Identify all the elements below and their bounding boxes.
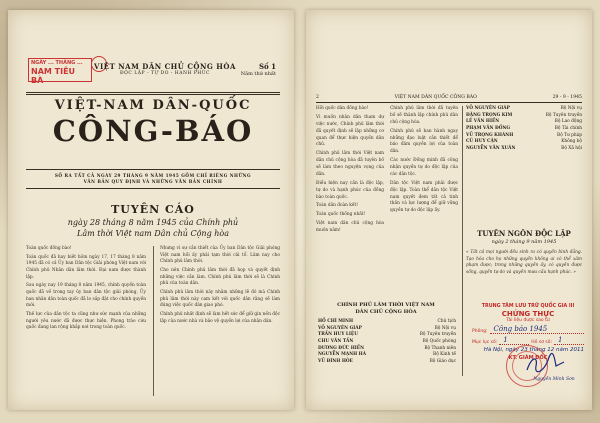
minister-name: CÙ HUY CẬN	[466, 139, 498, 145]
right-page	[306, 10, 592, 410]
list-item	[318, 352, 456, 359]
paragraph: Chính phủ sẽ ban hành ngay những đạo luật cần thiết để bảo đảm quyền lợi của toàn dân.	[390, 128, 458, 155]
catalog-field	[472, 336, 584, 345]
receipt-stamp	[28, 58, 92, 85]
declaration-title: TUYÊN CÁO	[111, 203, 195, 216]
member-role: Bộ Giáo dục	[429, 358, 456, 364]
page-number: 2	[316, 95, 319, 100]
member-role: Bộ Thanh niên	[424, 345, 456, 351]
paragraph: Toàn dân đoàn kết!	[316, 203, 358, 209]
member-name: HỒ CHÍ MINH	[318, 319, 354, 324]
government-title-line1: CHÍNH PHỦ LÂM THỜI VIỆT NAM	[337, 302, 435, 308]
file-value: 1	[554, 336, 584, 345]
minister-name: VÕ NGUYÊN GIÁP	[466, 106, 510, 111]
publication-title-line2: CÔNG-BÁO	[52, 114, 254, 148]
independence-date: ngày 2 tháng 9 năm 1945	[491, 239, 557, 245]
page-header	[316, 95, 582, 103]
minister-name: VŨ TRỌNG KHÁNH	[466, 132, 514, 138]
declaration-column-1	[26, 246, 146, 334]
list-item	[466, 139, 582, 146]
paragraph: Điều hiện nay cần là độc lập, tự do và hạnh phúc của đồng bào toàn quốc.	[316, 180, 384, 200]
paragraph: Các nước Đồng minh đã công nhận quyền tự do độc lập của các dân tộc.	[390, 158, 458, 177]
publication-subtitle	[26, 173, 280, 185]
declaration-government: Lâm thời Việt nam Dân chủ Cộng hòa	[77, 229, 229, 238]
minister-name: ĐẶNG TRỌNG KIM	[466, 112, 513, 118]
list-item	[466, 146, 582, 153]
running-title: VIỆT NAM DÂN QUỐC CÔNG BÁO	[394, 95, 477, 100]
list-item	[466, 126, 582, 133]
member-role: Bộ Quốc phòng	[422, 338, 456, 344]
address-column-1	[316, 106, 384, 237]
masthead-divider	[26, 94, 280, 95]
paragraph: Vì muốn nhân dân tham dự việc nước, Chính phủ lâm thời đã quyết định sẽ lập những cơ quan để thực hiện quyền dân chủ.	[316, 114, 384, 148]
list-item	[466, 119, 582, 126]
minister-name: PHẠM VĂN ĐỒNG	[466, 125, 511, 131]
minister-role: Không bộ	[561, 139, 582, 145]
minister-name: NGUYỄN VĂN XUÂN	[466, 145, 516, 151]
list-item	[318, 339, 456, 346]
paragraph: Cho nên Chính phủ lâm thời đã họp và quyết định những việc cần làm. Chính phủ lâm thời sẽ là Chính phủ của toàn dân.	[160, 267, 280, 287]
paragraph: Nhưng vì sự cần thiết của Ủy ban Dân tộc Giải phóng Việt nam hồi ấy phải tạm thời cải tổ. Lâm nay cho Chính phủ lâm thời.	[160, 246, 280, 265]
paragraph: Sau ngày nay 19 tháng 8 năm 1945, chính quyền toàn quốc đã về trong tay ủy ban dân tộc giải phóng, Ủy ban nhân dân toàn quốc đã lo sắp đặt cho chính quyền mới.	[26, 283, 146, 309]
issue-year: Năm thứ nhất	[240, 71, 276, 77]
source-label: Phông:	[472, 329, 488, 334]
declaration-column-2	[160, 246, 280, 327]
list-item	[318, 332, 456, 339]
paragraph: Toàn quốc đã hay biết hôm ngày 17, 17 tháng 8 năm 1945 đã có cả Ủy ban Dân tộc Giải phóng Việt nam với Chính phủ Nhân dân lâm thời. Đại nam được thành lập.	[26, 254, 146, 280]
header-date: 29 - 9 - 1945	[552, 95, 582, 100]
signature-icon	[524, 352, 568, 376]
country-name: VIỆT NAM DÂN CHỦ CỘNG HÒA	[94, 62, 236, 71]
member-name: VÕ NGUYÊN GIÁP	[318, 325, 362, 331]
source-field	[472, 325, 584, 334]
signer-name: Nguyễn Minh Sơn	[533, 377, 575, 382]
signing-office: KT. GIÁM ĐỐC	[508, 355, 548, 361]
column-divider	[462, 106, 463, 376]
receipt-stamp-line1: NGÀY ... THÁNG ...	[31, 60, 83, 66]
masthead-divider	[26, 92, 280, 93]
certification-date-text: Hà Nội, ngày 23 tháng 12 năm 2011	[483, 347, 584, 353]
ministers-list	[466, 106, 582, 153]
list-item	[318, 359, 456, 366]
minister-role: Bộ Lao động	[554, 119, 582, 125]
national-motto: ĐỘC LẬP - TỰ DO - HẠNH PHÚC	[120, 71, 210, 76]
minister-name: LÊ VĂN HIẾN	[466, 119, 500, 125]
member-role: Bộ Tuyên truyền	[419, 332, 456, 338]
paragraph: Dân tộc Việt nam phải được độc lập. Toàn thể dân tộc Việt nam quyết đem tất cả tinh thần và lực lượng để giữ vững quyền tự do độc lập ấy.	[390, 180, 458, 214]
certification-subtitle: Tài liệu được sao từ	[506, 318, 550, 323]
left-page	[8, 10, 294, 410]
member-name: CHU VĂN TẤN	[318, 338, 354, 344]
paragraph: Thế lực của dân tộc ta cũng như sức mạnh của những người yêu nước đã được thực hiện. Phong trào cứu quốc đang lan rộng khắp nơi trong toàn quốc.	[26, 311, 146, 331]
publication-title-line1: VIỆT-NAM DÂN-QUỐC	[54, 98, 252, 113]
certification-title: CHỨNG THỰC	[501, 310, 555, 318]
member-role: Bộ Kinh tế	[433, 352, 456, 358]
source-value: Công báo 1945	[490, 325, 584, 334]
column-divider	[153, 246, 154, 396]
subtitle-divider	[26, 188, 280, 189]
paragraph: Hỡi quốc dân đồng bào!	[316, 106, 369, 111]
issue-info	[226, 62, 276, 77]
member-name: VŨ ĐÌNH HÒE	[318, 358, 353, 364]
list-item	[318, 319, 456, 326]
independence-title: TUYÊN NGÔN ĐỘC LẬP	[477, 229, 571, 238]
paragraph: Chính phủ lâm thời Việt nam dân chủ cộng hòa đã tuyên bố sẽ làm theo nguyện vọng của dân.	[316, 151, 384, 177]
subtitle-line1: SỐ RA TẤT CẢ NGÀY 29 THÁNG 9 NĂM 1945 GỒM CHỈ RIÊNG NHỮNG	[54, 173, 252, 178]
minister-role: Bộ Tư pháp	[557, 132, 582, 138]
address-column-2	[390, 106, 458, 217]
catalog-value: 1	[499, 336, 529, 345]
paragraph: Toàn quốc thống nhất!	[316, 212, 366, 218]
title-divider	[26, 169, 280, 170]
paragraph: Chính phủ lâm thời đã tuyên bố sẽ thành lập chính phủ dân chủ cộng hòa.	[390, 106, 458, 125]
paragraph: Chính phủ nhất định sẽ làm hết sức để giữ gìn nền độc lập của nước nhà và bảo vệ quyền lợi của nhân dân.	[160, 311, 280, 324]
issue-number: Số 1	[258, 62, 276, 71]
member-name: NGUYỄN MẠNH HÀ	[318, 352, 367, 358]
paragraph: Việt nam dân chủ cộng hòa muôn năm!	[316, 221, 384, 233]
member-role: Bộ Nội vụ	[434, 325, 456, 331]
paragraph: Chính phủ lâm thời này nhằm những lẽ đó mà Chính phủ lâm thời này cam kết với quốc dân rằng sẽ làm đúng việc quốc dân giao phó.	[160, 289, 280, 309]
paragraph: Toàn quốc đồng bào!	[26, 246, 72, 251]
file-label: Hồ sơ số:	[531, 340, 552, 345]
member-name: TRẦN HUY LIỆU	[318, 332, 358, 338]
minister-role: Bộ Xã hội	[561, 145, 582, 151]
independence-excerpt: « Tất cả mọi người đều sinh ra có quyền bình đẳng. Tạo hóa cho họ những quyền không ai có thể xâm phạm được; trong những quyền ấy, có quyền được sống, quyền tự do và quyền mưu cầu hạnh phúc. »	[466, 250, 582, 275]
minister-role: Bộ Tuyên truyền	[545, 112, 582, 118]
masthead-top	[90, 62, 240, 76]
catalog-label: Mục lục số:	[472, 340, 498, 345]
minister-role: Bộ Tài chính	[554, 125, 582, 131]
government-title	[316, 302, 456, 315]
government-title-line2: DÂN CHỦ CỘNG HÒA	[355, 308, 417, 315]
archive-name: TRUNG TÂM LƯU TRỮ QUỐC GIA III	[481, 304, 575, 309]
minister-role: Bộ Nội vụ	[560, 106, 582, 111]
list-item	[466, 106, 582, 113]
receipt-stamp-line2: NAM TIÊU BÀ	[31, 67, 76, 85]
declaration-date: ngày 28 tháng 8 năm 1945 của Chính phủ	[67, 218, 239, 227]
member-role: Chủ tịch	[437, 319, 456, 324]
subtitle-line2: VĂN BẢN QUY ĐỊNH VÀ NHỮNG VĂN BẢN CHÍNH	[83, 178, 223, 184]
member-name: DƯƠNG ĐỨC HIỀN	[318, 345, 365, 351]
government-members-list	[318, 319, 456, 366]
